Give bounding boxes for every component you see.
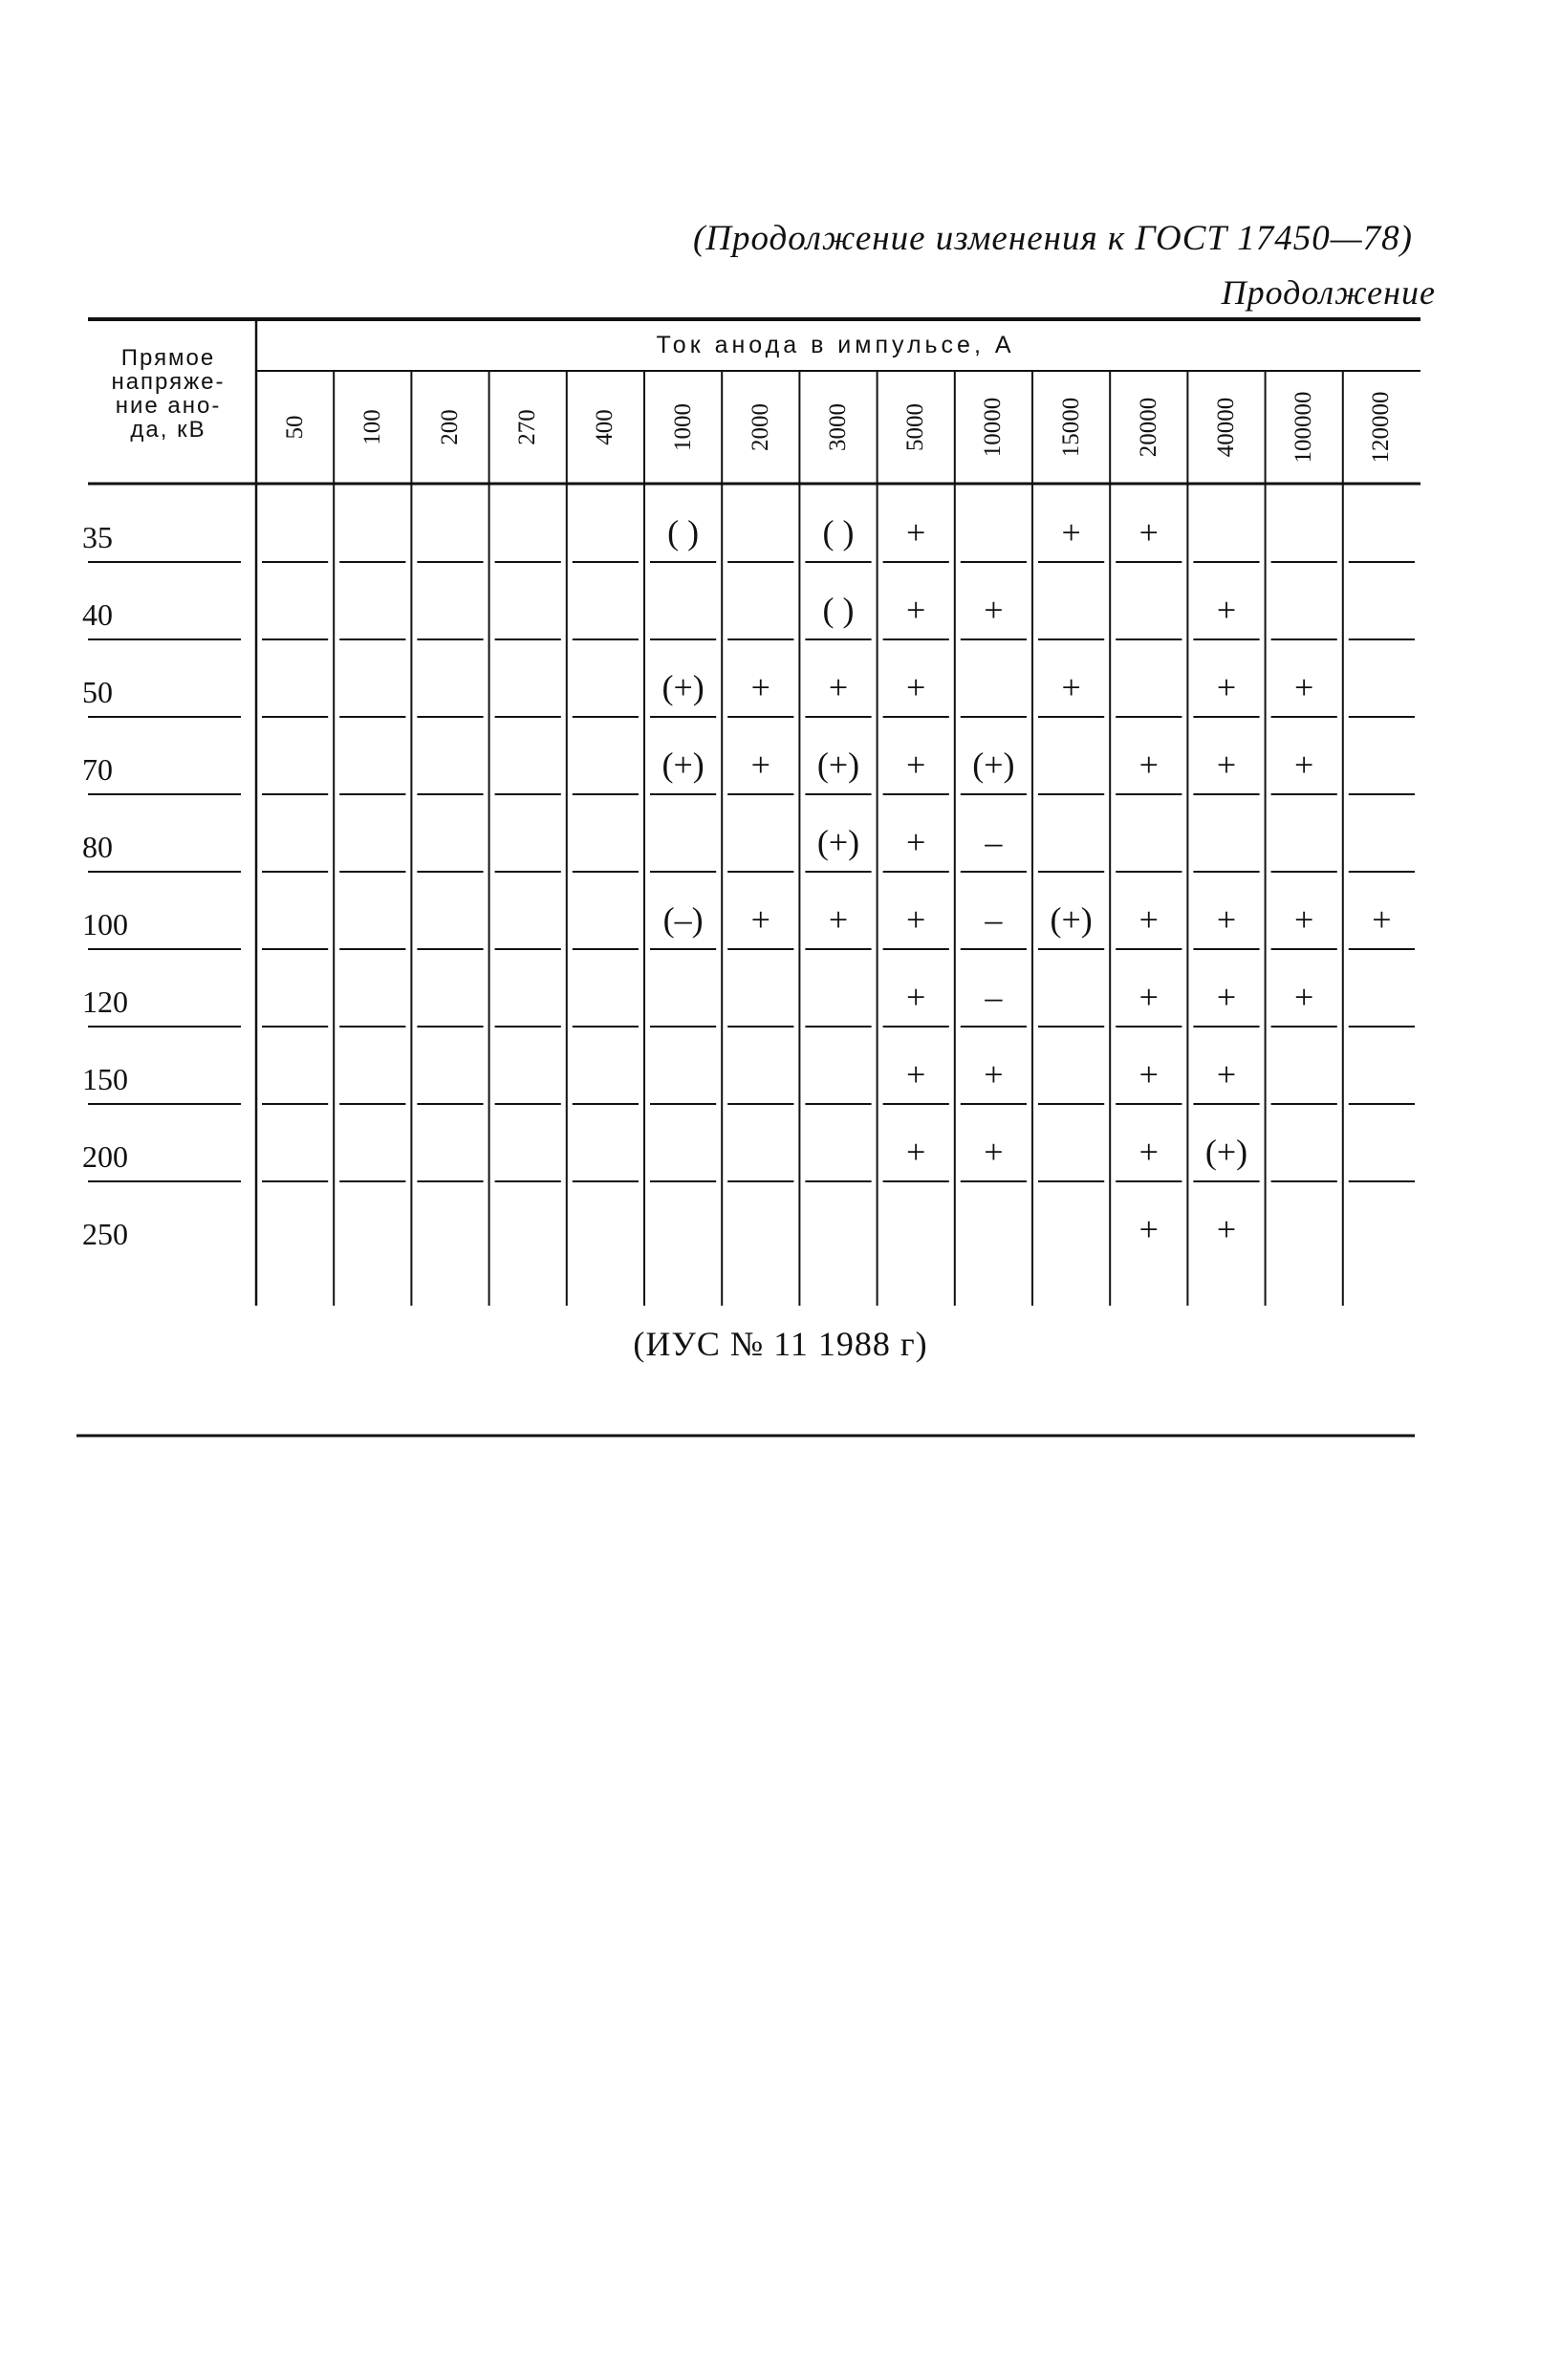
table-cell: +: [1216, 1210, 1237, 1248]
table-cell: (+): [1050, 900, 1093, 939]
row-voltage-label: 100: [82, 907, 128, 941]
table-cell: –: [985, 823, 1003, 861]
table-cell: +: [984, 1133, 1004, 1171]
row-voltage-label: 250: [82, 1217, 128, 1251]
table-cell: +: [1294, 746, 1314, 784]
row-voltage-label: 150: [82, 1062, 128, 1096]
table-cell: +: [1294, 900, 1314, 939]
stub-header-line: ние ано-: [115, 393, 222, 419]
table-cell: +: [1138, 1133, 1159, 1171]
table-cell: +: [906, 746, 926, 784]
table-cell: (–): [662, 900, 704, 939]
table-cell: +: [828, 668, 849, 706]
table-cell: (+): [972, 746, 1015, 784]
row-voltage-label: 40: [82, 597, 113, 632]
table-cell: +: [984, 1055, 1004, 1093]
column-header: 10000: [980, 397, 1007, 458]
row-voltage-label: 70: [82, 752, 113, 787]
table-cell: +: [1138, 513, 1159, 552]
table-cell: +: [1216, 978, 1237, 1016]
row-voltage-label: 35: [82, 520, 113, 554]
column-header: 120000: [1368, 391, 1395, 464]
column-header: 200: [437, 409, 463, 445]
table-cell: +: [1061, 513, 1081, 552]
table-cell: +: [1138, 900, 1159, 939]
stub-header-line: да, кВ: [130, 417, 206, 443]
table-cell: +: [984, 591, 1004, 629]
table-cell: (+): [661, 746, 705, 784]
column-header: 100000: [1290, 391, 1317, 464]
table-cell: ( ): [667, 513, 700, 552]
table-cell: –: [985, 900, 1003, 939]
table-cell: +: [1216, 591, 1237, 629]
table-cell: +: [750, 900, 770, 939]
table-cell: +: [906, 513, 926, 552]
footnote: (ИУС № 11 1988 г): [633, 1325, 928, 1363]
table-cell: +: [1216, 900, 1237, 939]
table-cell: +: [1216, 1055, 1237, 1093]
table-cell: +: [906, 1133, 926, 1171]
table-cell: (+): [661, 668, 705, 706]
row-voltage-label: 120: [82, 984, 128, 1019]
row-voltage-label: 50: [82, 675, 113, 709]
column-header: 100: [358, 409, 385, 445]
table-cell: +: [906, 823, 926, 861]
column-header: 1000: [669, 403, 696, 451]
table-cell: +: [1294, 978, 1314, 1016]
table-cell: +: [1216, 668, 1237, 706]
table-cell: +: [906, 978, 926, 1016]
table-cell: +: [906, 668, 926, 706]
column-header: 20000: [1135, 397, 1161, 458]
column-header: 5000: [902, 403, 929, 451]
group-header: Ток анода в импульсе, А: [656, 332, 1015, 358]
table-cell: ( ): [822, 513, 855, 552]
document-header: (Продолжение изменения к ГОСТ 17450—78): [692, 219, 1413, 258]
table-cell: ( ): [822, 591, 855, 629]
table-cell: +: [1138, 746, 1159, 784]
table-cell: +: [906, 1055, 926, 1093]
table-cell: (+): [1204, 1133, 1248, 1171]
column-header: 3000: [825, 403, 851, 451]
table-cell: +: [1138, 1210, 1159, 1248]
table-cell: (+): [816, 746, 860, 784]
column-header: 40000: [1213, 397, 1239, 458]
column-header: 15000: [1057, 397, 1084, 458]
table-cell: +: [1372, 900, 1392, 939]
row-voltage-label: 200: [82, 1139, 128, 1174]
table-cell: +: [750, 746, 770, 784]
stub-header: [92, 346, 245, 442]
table-cell: +: [1294, 668, 1314, 706]
table-cell: +: [750, 668, 770, 706]
column-header: 270: [514, 409, 541, 445]
table-cell: +: [906, 900, 926, 939]
column-header: 2000: [747, 403, 773, 451]
row-voltage-label: 80: [82, 830, 113, 864]
column-header: 50: [281, 415, 308, 440]
table-cell: (+): [816, 823, 860, 861]
table-cell: +: [906, 591, 926, 629]
continuation-label: Продолжение: [1221, 273, 1436, 312]
table-cell: –: [985, 978, 1003, 1016]
table-cell: +: [1138, 1055, 1159, 1093]
table-cell: +: [828, 900, 849, 939]
table-cell: +: [1061, 668, 1081, 706]
stub-header-line: Прямое: [120, 345, 216, 371]
column-header: 400: [592, 409, 618, 445]
table-cell: +: [1138, 978, 1159, 1016]
stub-header-line: напряже-: [111, 369, 226, 395]
table-cell: +: [1216, 746, 1237, 784]
